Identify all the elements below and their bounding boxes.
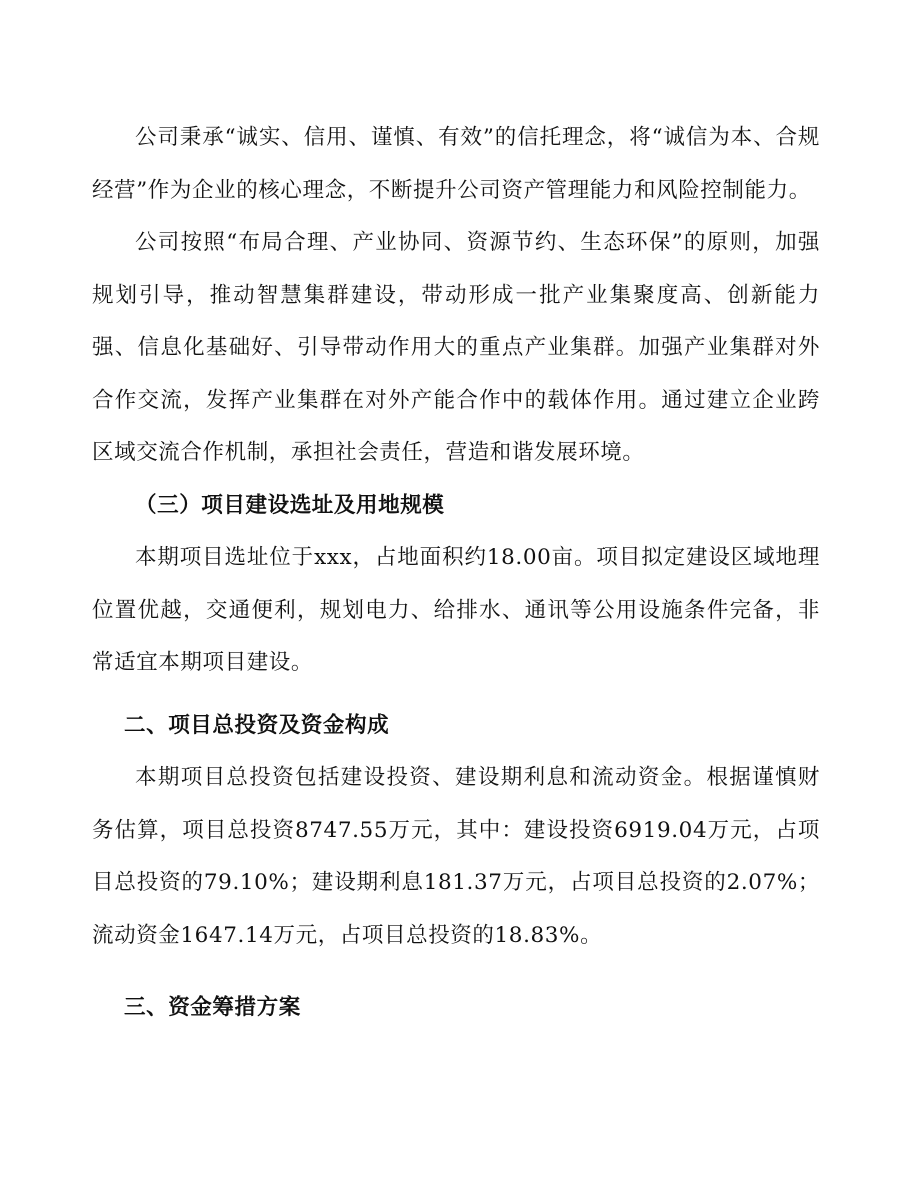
heading-funding-plan: 三、资金筹措方案: [124, 995, 301, 1020]
paragraph-site-location: 本期项目选址位于xxx，占地面积约18.00亩。项目拟定建设区域地理位置优越，交通便利，规划电力、给排水、通讯等公用设施条件完备，非常适宜本期项目建设。: [92, 545, 820, 675]
paragraph-industrial-cluster: 公司按照“布局合理、产业协同、资源节约、生态环保”的原则，加强规划引导，推动智慧集群建设，带动形成一批产业集聚度高、创新能力强、信息化基础好、引导带动作用大的重点产业集群。加强产业集群对外合作交流，发挥产业集群在对外产能合作中的载体作用。通过建立企业跨区域交流合作机制，承担社会责任，营造和谐发展环境。: [92, 230, 820, 465]
document-body: [92, 112, 820, 1035]
heading-site-selection: （三）项目建设选址及用地规模: [135, 492, 445, 518]
heading-total-investment: 二、项目总投资及资金构成: [124, 712, 390, 738]
paragraph-investment-breakdown: 本期项目总投资包括建设投资、建设期利息和流动资金。根据谨慎财务估算，项目总投资8747.55万元，其中：建设投资6919.04万元，占项目总投资的79.10%；建设期利息181.37万元，占项目总投资的2.07%；流动资金1647.14万元，占项目总投资的18.83%。: [92, 765, 820, 948]
paragraph-trust-philosophy: 公司秉承“诚实、信用、谨慎、有效”的信托理念，将“诚信为本、合规经营”作为企业的核心理念，不断提升公司资产管理能力和风险控制能力。: [92, 125, 820, 203]
